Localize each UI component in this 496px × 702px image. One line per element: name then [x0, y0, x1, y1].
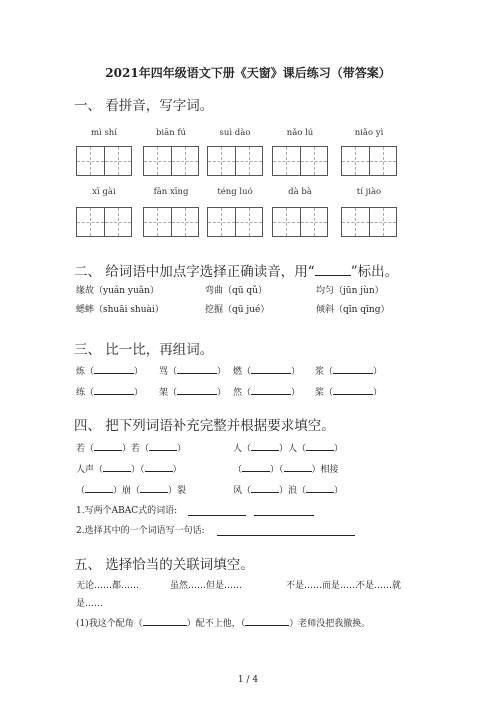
connective-option: 虽然……但是…… — [170, 581, 243, 591]
compare-item[interactable]: 骂（ ） — [159, 363, 226, 377]
fill-idiom[interactable]: （ ）崩（ ）裂 — [76, 482, 186, 496]
writing-grid[interactable] — [76, 146, 132, 176]
reading-choice: 缘故（yuán yuǎn） — [76, 286, 159, 296]
fill-idiom[interactable]: 风（ ）浪（ ） — [233, 482, 343, 496]
writing-grid[interactable] — [207, 207, 263, 237]
writing-grid[interactable] — [272, 146, 328, 176]
reading-choice: 挖掘（qū jué） — [205, 305, 270, 315]
page-number: 1 / 4 — [237, 675, 259, 685]
reading-choice: 蟋蟀（shuāi shuài） — [76, 305, 164, 315]
connective-option: 不是……就 — [356, 581, 402, 591]
writing-grid[interactable] — [143, 146, 199, 176]
fill-idiom[interactable]: 若（ ）若（ ） — [76, 440, 186, 454]
pinyin-label: biān fú — [155, 128, 187, 138]
section-5-heading: 五、 选择恰当的关联词填空。 — [74, 557, 254, 573]
answer-line[interactable] — [188, 515, 246, 516]
pinyin-label: mì shí — [90, 128, 118, 138]
fill-idiom[interactable]: （ ）（ ）相接 — [233, 461, 339, 475]
writing-grid[interactable] — [341, 207, 397, 237]
fill-idiom[interactable]: 人声（ ）（ ） — [76, 461, 182, 475]
section-1-heading: 一、 看拼音，写字词。 — [74, 98, 214, 114]
pinyin-label: dà bà — [288, 187, 312, 197]
question-2: 2.选择其中的一个词语写一句话: — [76, 526, 205, 536]
connective-option-tail: 是…… — [76, 599, 104, 609]
compare-item[interactable]: 炼（ ） — [76, 363, 143, 377]
compare-item[interactable]: 架（ ） — [159, 384, 226, 398]
connective-question-1[interactable]: (1)我这个配角（ ）配不上他，（ ）老师没把我撤换。 — [76, 615, 370, 629]
compare-item[interactable]: 浆（ ） — [315, 363, 382, 377]
answer-line[interactable] — [217, 535, 355, 536]
section-3-heading: 三、 比一比，再组词。 — [74, 342, 214, 358]
compare-item[interactable]: 然（ ） — [233, 384, 300, 398]
question-1: 1.写两个ABAC式的词语: — [76, 506, 178, 516]
reading-choice: 均匀（jūn jùn） — [316, 286, 384, 296]
compare-item[interactable]: 桨（ ） — [315, 384, 382, 398]
pinyin-label: téng luó — [217, 187, 253, 197]
reading-choice: 倾斜（qīn qīng） — [316, 305, 390, 315]
writing-grid[interactable] — [143, 207, 199, 237]
pinyin-label: fān xīng — [153, 187, 189, 197]
compare-item[interactable]: 燃（ ） — [233, 363, 300, 377]
writing-grid[interactable] — [272, 207, 328, 237]
connective-option: 无论……都…… — [76, 581, 140, 591]
pinyin-label: niǎo yì — [354, 128, 384, 138]
writing-grid[interactable] — [341, 146, 397, 176]
answer-line[interactable] — [254, 515, 314, 516]
pinyin-label: suì dào — [219, 128, 251, 138]
section-4-heading: 四、 把下列词语补充完整并根据要求填空。 — [74, 418, 335, 434]
page-title: 2021年四年级语文下册《天窗》课后练习（带答案） — [105, 66, 391, 80]
section-2-heading: 二、 给词语中加点字选择正确读音，用“ ”标出。 — [74, 264, 399, 280]
writing-grid[interactable] — [207, 146, 263, 176]
compare-item[interactable]: 练（ ） — [76, 384, 143, 398]
writing-grid[interactable] — [76, 207, 132, 237]
reading-choice: 弯曲（qū qǔ） — [205, 286, 267, 296]
pinyin-label: tí jiào — [356, 187, 382, 197]
pinyin-label: nǎo lú — [286, 128, 314, 138]
mark-blank — [315, 265, 351, 276]
pinyin-label: xī gài — [92, 187, 116, 197]
fill-idiom[interactable]: 人（ ）人（ ） — [233, 440, 343, 454]
connective-option: 不是……而是…… — [286, 581, 359, 591]
